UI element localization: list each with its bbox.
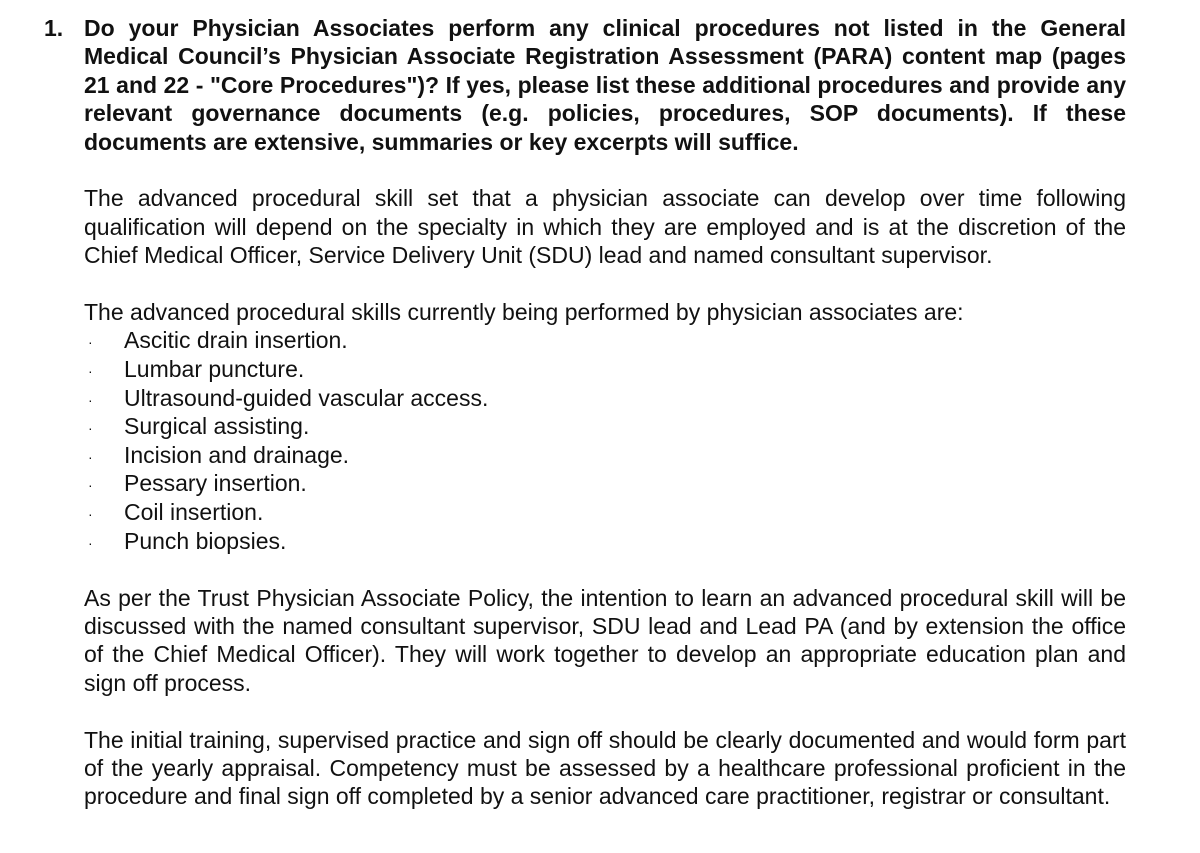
- paragraph-policy: As per the Trust Physician Associate Policy, the intention to learn an advanced procedural skill will be discussed with the named consultant supervisor, SDU lead and Lead PA (and by extension the office of the Chief Medical Officer). They will work together to develop an appropriate education plan and sign off process.: [84, 584, 1126, 696]
- paragraph-training: The initial training, supervised practice and sign off should be clearly documented and would form part of the yearly appraisal. Competency must be assessed by a healthcare professional proficient in the procedure and final sign off completed by a senior advanced care practitioner, registrar or consultant.: [84, 726, 1126, 810]
- list-item: [84, 355, 1200, 384]
- bullet-icon: ·: [88, 448, 93, 465]
- list-item-text: Lumbar puncture.: [124, 356, 305, 383]
- procedure-list: [0, 326, 1200, 555]
- list-item: [84, 469, 1200, 498]
- bullet-icon: ·: [88, 334, 93, 351]
- list-item-text: Pessary insertion.: [124, 470, 307, 497]
- list-item-text: Ascitic drain insertion.: [124, 327, 348, 354]
- bullet-icon: ·: [88, 420, 93, 437]
- list-item: [84, 326, 1200, 355]
- list-item-text: Incision and drainage.: [124, 441, 350, 468]
- list-item: [84, 384, 1200, 413]
- bullet-icon: ·: [88, 363, 93, 380]
- bullet-icon: ·: [88, 506, 93, 522]
- list-item-text: Surgical assisting.: [124, 413, 310, 440]
- question-number: 1.: [44, 15, 64, 41]
- document-page: [0, 14, 1200, 811]
- bullet-icon: ·: [88, 534, 93, 551]
- list-item: [84, 412, 1200, 441]
- paragraph-list-intro: The advanced procedural skills currently being performed by physician associates are:: [84, 299, 964, 326]
- question-text: Do your Physician Associates perform any clinical procedures not listed in the General Medical Council’s Physician Associate Registration Assessment (PARA) content map (pages 21 and 22 - "Core Procedures")? If yes, please list these additional procedures and provide any relevant governance documents (e.g. policies, procedures, SOP documents). If these documents are extensive, summaries or key excerpts will suffice.: [84, 15, 1126, 155]
- list-item: [84, 527, 1200, 556]
- question-1: [0, 14, 1200, 156]
- list-item-text: Ultrasound-guided vascular access.: [124, 384, 489, 411]
- list-item: [84, 441, 1200, 470]
- paragraph-skill-set: The advanced procedural skill set that a physician associate can develop over time following qualification will depend on the specialty in which they are employed and is at the discretion of the Chief Medical Officer, Service Delivery Unit (SDU) lead and named consultant supervisor.: [84, 185, 1126, 269]
- list-item-text: Coil insertion.: [124, 499, 264, 525]
- list-item: [84, 498, 1200, 527]
- bullet-icon: ·: [88, 391, 93, 408]
- list-item-text: Punch biopsies.: [124, 527, 287, 554]
- bullet-icon: ·: [88, 477, 93, 494]
